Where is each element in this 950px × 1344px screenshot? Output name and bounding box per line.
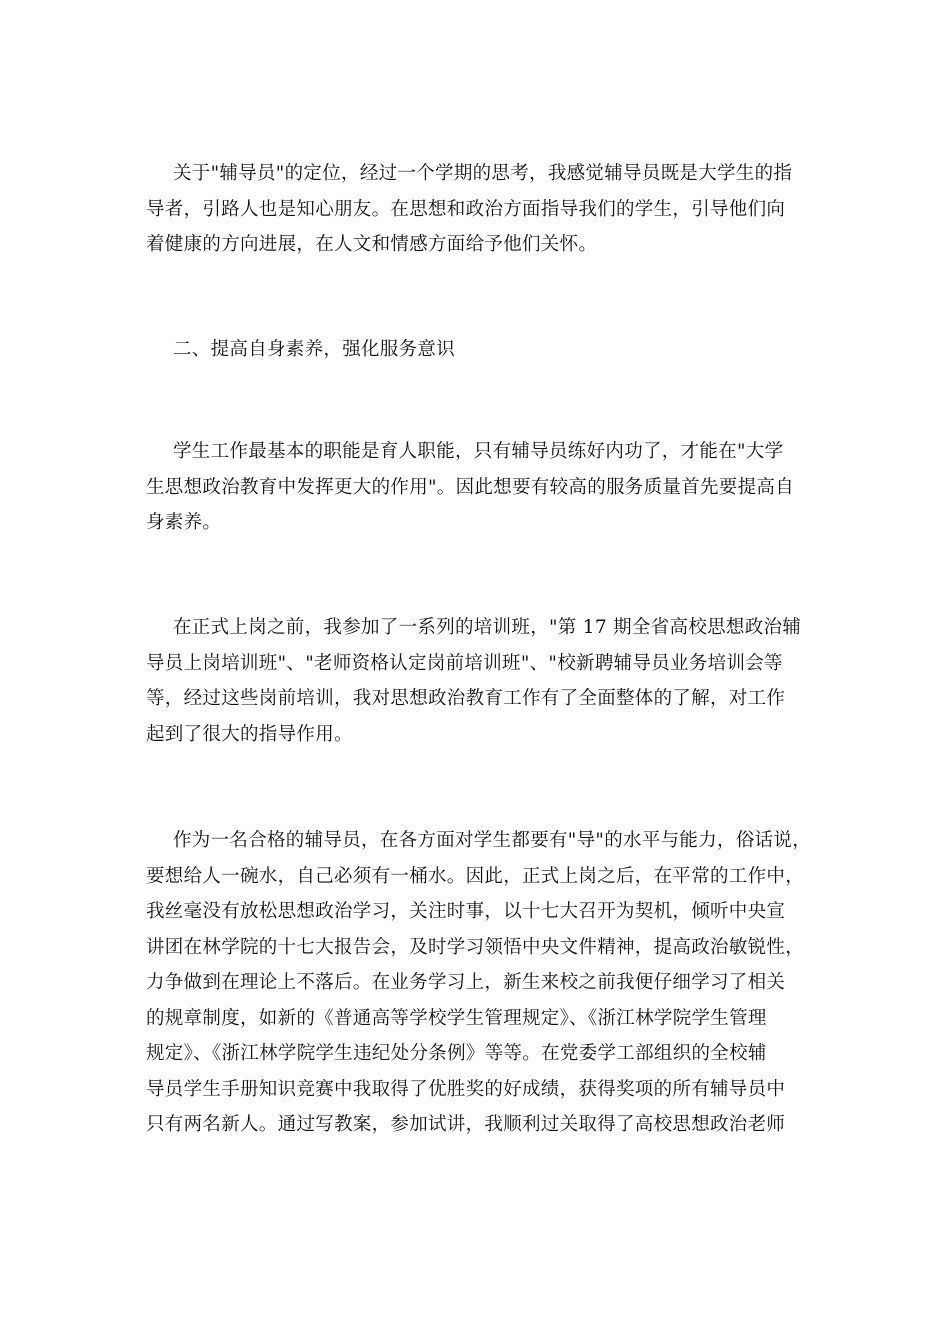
- text-line: 关于"辅导员"的定位，经过一个学期的思考，我感觉辅导员既是大学生的指: [173, 163, 793, 184]
- text-line: 只有两名新人。通过写教案，参加试讲，我顺利过关取得了高校思想政治老师: [146, 1114, 786, 1135]
- text-line: 学生工作最基本的职能是育人职能，只有辅导员练好内功了，才能在"大学: [173, 441, 784, 462]
- text-line: 导者，引路人也是知心朋友。在思想和政治方面指导我们的学生，引导他们向: [146, 198, 786, 220]
- text-line: 的规章制度，如新的《普通高等学校学生管理规定》、《浙江林学院学生管理: [146, 1007, 767, 1029]
- paragraph-training: [146, 610, 828, 752]
- text-line: 生思想政治教育中发挥更大的作用"。因此想要有较高的服务质量首先要提高自: [146, 476, 795, 498]
- text-line: 导员上岗培训班"、"老师资格认定岗前培训班"、"校新聘辅导员业务培训会等: [146, 652, 783, 674]
- text-line: 着健康的方向进展，在人文和情感方面给予他们关怀。: [146, 234, 598, 255]
- text-line: 规定》、《浙江林学院学生违纪处分条例》等等。在党委学工部组织的全校辅: [146, 1043, 767, 1064]
- text-line: 作为一名合格的辅导员，在各方面对学生都要有"导"的水平与能力，俗话说，: [173, 830, 812, 851]
- text-line: 讲团在林学院的十七大报告会，及时学习领悟中央文件精神，提高政治敏锐性，: [146, 936, 805, 958]
- paragraph-self-cultivation: [146, 434, 828, 541]
- paragraph-counselor-role: [146, 156, 828, 263]
- text-line: 力争做到在理论上不落后。在业务学习上，新生来校之前我便仔细学习了相关: [146, 972, 786, 993]
- text-line: 要想给人一碗水，自己必须有一桶水。因此，正式上岗之后，在平常的工作中，: [146, 865, 805, 887]
- text-line: 在正式上岗之前，我参加了一系列的培训班，"第 17 期全省高校思想政治辅: [173, 617, 802, 638]
- paragraph-political-study: [146, 823, 828, 1143]
- text-line: 导员学生手册知识竞赛中我取得了优胜奖的好成绩，获得奖项的所有辅导员中: [146, 1078, 786, 1100]
- text-line: 身素养。: [146, 512, 222, 533]
- text-line: 等，经过这些岗前培训，我对思想政治教育工作有了全面整体的了解，对工作: [146, 688, 786, 709]
- section-heading: 二、提高自身素养，强化服务意识: [173, 339, 456, 360]
- text-line: 起到了很大的指导作用。: [146, 723, 353, 745]
- text-line: 我丝毫没有放松思想政治学习，关注时事，以十七大召开为契机，倾听中央宣: [146, 901, 786, 922]
